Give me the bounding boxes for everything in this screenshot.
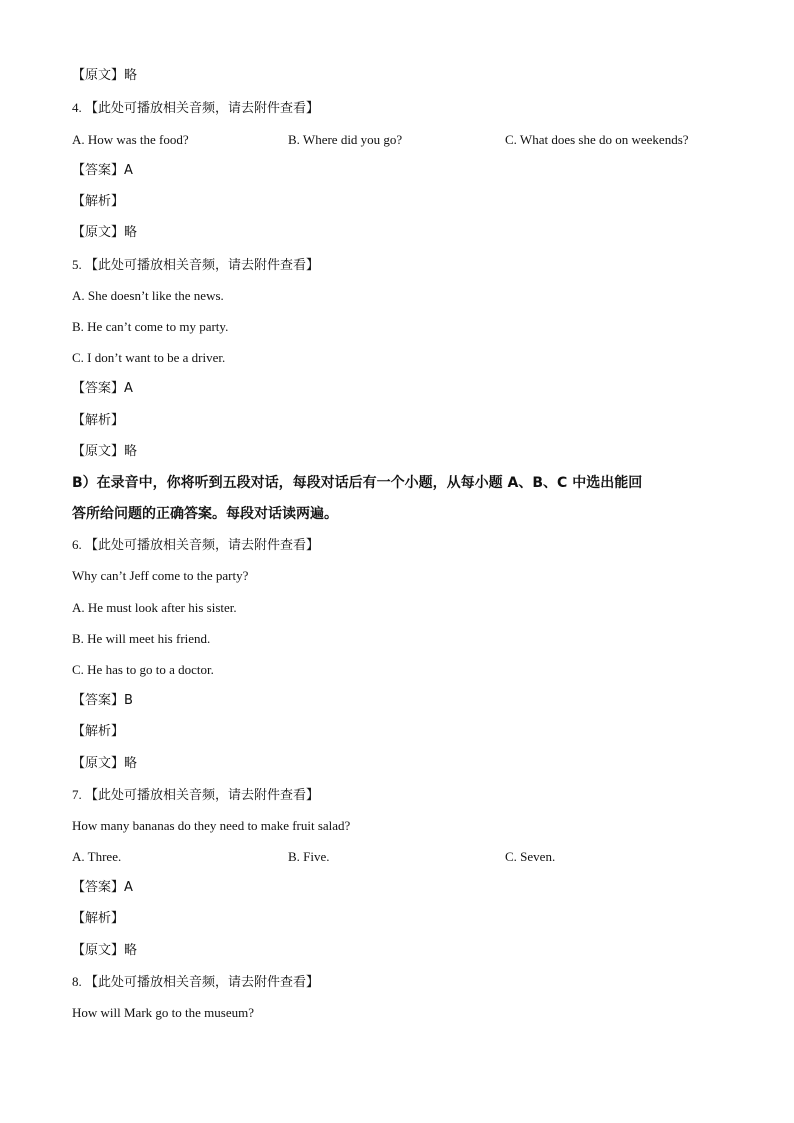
question-8-text: How will Mark go to the museum?	[72, 1005, 254, 1020]
option-b: B. Where did you go?	[288, 132, 403, 147]
option-a: A. Three.	[72, 849, 122, 864]
question-number: 6.	[72, 537, 82, 552]
option-c: C. What does she do on weekends?	[505, 132, 689, 147]
option-b: B. He will meet his friend.	[72, 631, 211, 646]
option-b: B. He can’t come to my party.	[72, 319, 229, 334]
audio-placeholder[interactable]: 【此处可播放相关音频，请去附件查看】	[85, 538, 320, 553]
option-a: A. She doesn’t like the news.	[72, 288, 224, 303]
answer-q4: 【答案】A	[72, 163, 133, 178]
audio-placeholder[interactable]: 【此处可播放相关音频，请去附件查看】	[85, 101, 320, 116]
option-a: A. How was the food?	[72, 132, 189, 147]
audio-placeholder[interactable]: 【此处可播放相关音频，请去附件查看】	[85, 258, 320, 273]
question-6-text: Why can’t Jeff come to the party?	[72, 568, 249, 583]
audio-placeholder[interactable]: 【此处可播放相关音频，请去附件查看】	[85, 788, 320, 803]
question-6-header	[72, 537, 319, 554]
original-text-q7: 【原文】略	[72, 943, 138, 958]
question-7-text: How many bananas do they need to make fruit salad?	[72, 818, 351, 833]
question-number: 7.	[72, 787, 82, 802]
option-c: C. Seven.	[505, 849, 556, 864]
option-c: C. He has to go to a doctor.	[72, 662, 214, 677]
original-text-q5: 【原文】略	[72, 444, 138, 459]
answer-q6: 【答案】B	[72, 693, 133, 708]
original-text-q6: 【原文】略	[72, 756, 138, 771]
option-c: C. I don’t want to be a driver.	[72, 350, 226, 365]
question-5-header	[72, 257, 319, 274]
original-text-q4: 【原文】略	[72, 225, 138, 240]
option-b: B. Five.	[288, 849, 330, 864]
question-number: 5.	[72, 257, 82, 272]
answer-q5: 【答案】A	[72, 381, 133, 396]
section-b-instruction-line2: 答所给问题的正确答案。每段对话读两遍。	[72, 506, 338, 522]
question-number: 4.	[72, 100, 82, 115]
answer-q7: 【答案】A	[72, 880, 133, 895]
audio-placeholder[interactable]: 【此处可播放相关音频，请去附件查看】	[85, 975, 320, 990]
original-text-q3: 【原文】略	[72, 68, 138, 83]
analysis-q7: 【解析】	[72, 911, 125, 926]
analysis-q5: 【解析】	[72, 413, 125, 428]
question-7-header	[72, 787, 319, 804]
question-4-header	[72, 100, 319, 117]
question-8-header	[72, 974, 319, 991]
question-number: 8.	[72, 974, 82, 989]
section-b-instruction-line1: B）在录音中，你将听到五段对话，每段对话后有一个小题，从每小题 A、B、C 中选出能回	[72, 475, 643, 491]
analysis-q6: 【解析】	[72, 724, 125, 739]
option-a: A. He must look after his sister.	[72, 600, 237, 615]
analysis-q4: 【解析】	[72, 194, 125, 209]
